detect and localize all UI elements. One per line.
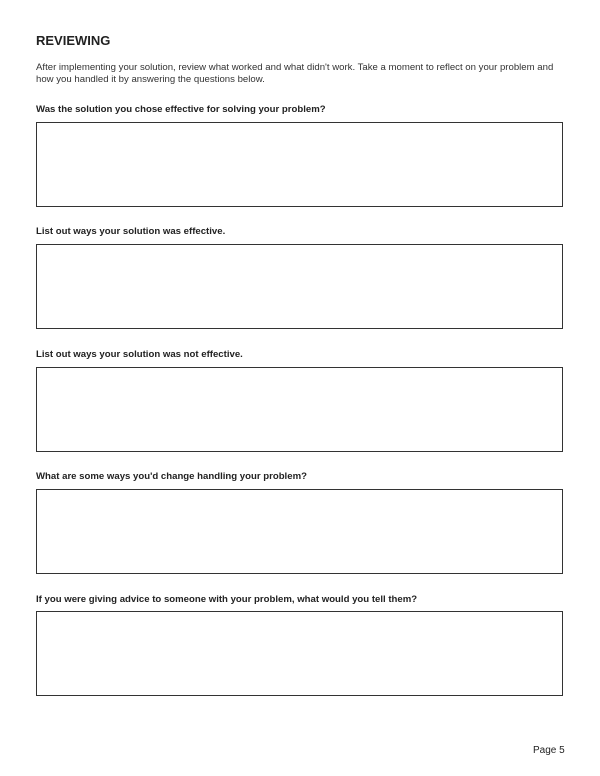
question-1-label: Was the solution you chose effective for solving your problem? xyxy=(36,104,326,115)
question-5-label: If you were giving advice to someone with your problem, what would you tell them? xyxy=(36,594,418,605)
answer-2-field[interactable] xyxy=(36,244,563,329)
question-4-label: What are some ways you'd change handling your problem? xyxy=(36,471,307,482)
answer-1-field[interactable] xyxy=(36,122,563,207)
answer-3-field[interactable] xyxy=(36,367,563,452)
question-3-label: List out ways your solution was not effective. xyxy=(36,349,243,360)
question-2-label: List out ways your solution was effective. xyxy=(36,226,226,237)
answer-5-field[interactable] xyxy=(36,611,563,696)
intro-text: After implementing your solution, review what worked and what didn't work. Take a moment to reflect on your problem and how you handled it by answering the questions below. xyxy=(36,62,554,85)
answer-4-field[interactable] xyxy=(36,489,563,574)
section-title: REVIEWING xyxy=(36,33,111,48)
page-number: Page 5 xyxy=(533,745,565,756)
